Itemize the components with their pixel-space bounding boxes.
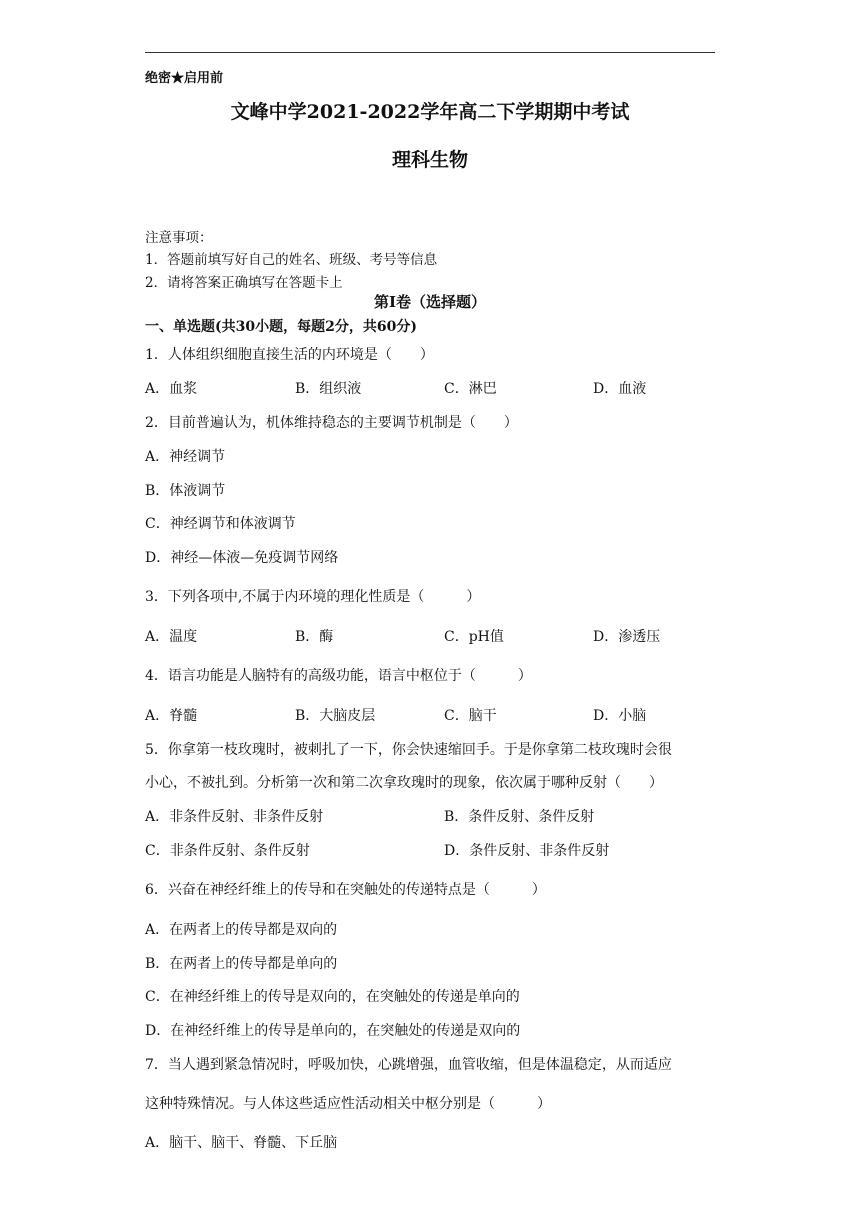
confidential-label: 绝密★启用前 bbox=[145, 71, 224, 86]
question-stem-line: 这种特殊情况。与人体这些适应性活动相关中枢分别是（ ） bbox=[145, 1096, 551, 1112]
option-b: B．在两者上的传导都是单向的 bbox=[145, 956, 338, 972]
option-c: C．在神经纤维上的传导是双向的，在突触处的传递是单向的 bbox=[145, 989, 520, 1005]
option-a: A．非条件反射、非条件反射 bbox=[145, 809, 324, 825]
question-stem: 3．下列各项中,不属于内环境的理化性质是（ ） bbox=[145, 589, 481, 605]
option-c: C．神经调节和体液调节 bbox=[145, 516, 296, 532]
option-c: C．pH值 bbox=[444, 629, 504, 645]
option-d: D．在神经纤维上的传导是单向的，在突触处的传递是双向的 bbox=[145, 1023, 521, 1039]
question-stem-line: 5．你拿第一枝玫瑰时，被刺扎了一下，你会快速缩回手。于是你拿第二枝玫瑰时会很 bbox=[145, 742, 672, 758]
exam-title: 文峰中学2021-2022学年高二下学期期中考试 bbox=[230, 101, 630, 123]
subject-title: 理科生物 bbox=[391, 149, 468, 171]
option-a: A．脊髓 bbox=[145, 708, 198, 724]
option-c: C．脑干 bbox=[444, 708, 497, 724]
note-item: 2．请将答案正确填写在答题卡上 bbox=[145, 275, 343, 291]
question-stem: 2．目前普遍认为，机体维持稳态的主要调节机制是（ ） bbox=[145, 415, 518, 431]
option-a: A．脑干、脑干、脊髓、下丘脑 bbox=[145, 1135, 338, 1151]
option-d: D．血液 bbox=[593, 381, 647, 397]
note-item: 1．答题前填写好自己的姓名、班级、考号等信息 bbox=[145, 252, 438, 268]
question-stem-line: 7．当人遇到紧急情况时，呼吸加快，心跳增强，血管收缩，但是体温稳定，从而适应 bbox=[145, 1057, 672, 1073]
notes-heading: 注意事项： bbox=[145, 230, 213, 246]
option-a: A．温度 bbox=[145, 629, 198, 645]
option-d: D．条件反射、非条件反射 bbox=[444, 843, 610, 859]
header-rule bbox=[145, 52, 715, 53]
option-d: D．神经—体液—免疫调节网络 bbox=[145, 550, 339, 566]
option-b: B．体液调节 bbox=[145, 483, 226, 499]
part-heading: 第I卷（选择题） bbox=[373, 293, 487, 311]
question-stem: 1．人体组织细胞直接生活的内环境是（ ） bbox=[145, 347, 434, 363]
question-stem: 4．语言功能是人脑特有的高级功能，语言中枢位于（ ） bbox=[145, 668, 532, 684]
option-b: B．组织液 bbox=[295, 381, 362, 397]
question-stem: 6．兴奋在神经纤维上的传导和在突触处的传递特点是（ ） bbox=[145, 882, 546, 898]
option-a: A．神经调节 bbox=[145, 449, 226, 465]
section-heading: 一、单选题(共30小题，每题2分，共60分) bbox=[145, 319, 417, 335]
question-stem-line: 小心，不被扎到。分析第一次和第二次拿玫瑰时的现象，依次属于哪种反射（ ） bbox=[145, 775, 663, 791]
option-d: D．小脑 bbox=[593, 708, 647, 724]
option-d: D．渗透压 bbox=[593, 629, 661, 645]
option-b: B．大脑皮层 bbox=[295, 708, 376, 724]
option-c: C．非条件反射、条件反射 bbox=[145, 843, 310, 859]
option-c: C．淋巴 bbox=[444, 381, 497, 397]
option-b: B．条件反射、条件反射 bbox=[444, 809, 595, 825]
option-a: A．血浆 bbox=[145, 381, 198, 397]
option-a: A．在两者上的传导都是双向的 bbox=[145, 922, 338, 938]
option-b: B．酶 bbox=[295, 629, 334, 645]
